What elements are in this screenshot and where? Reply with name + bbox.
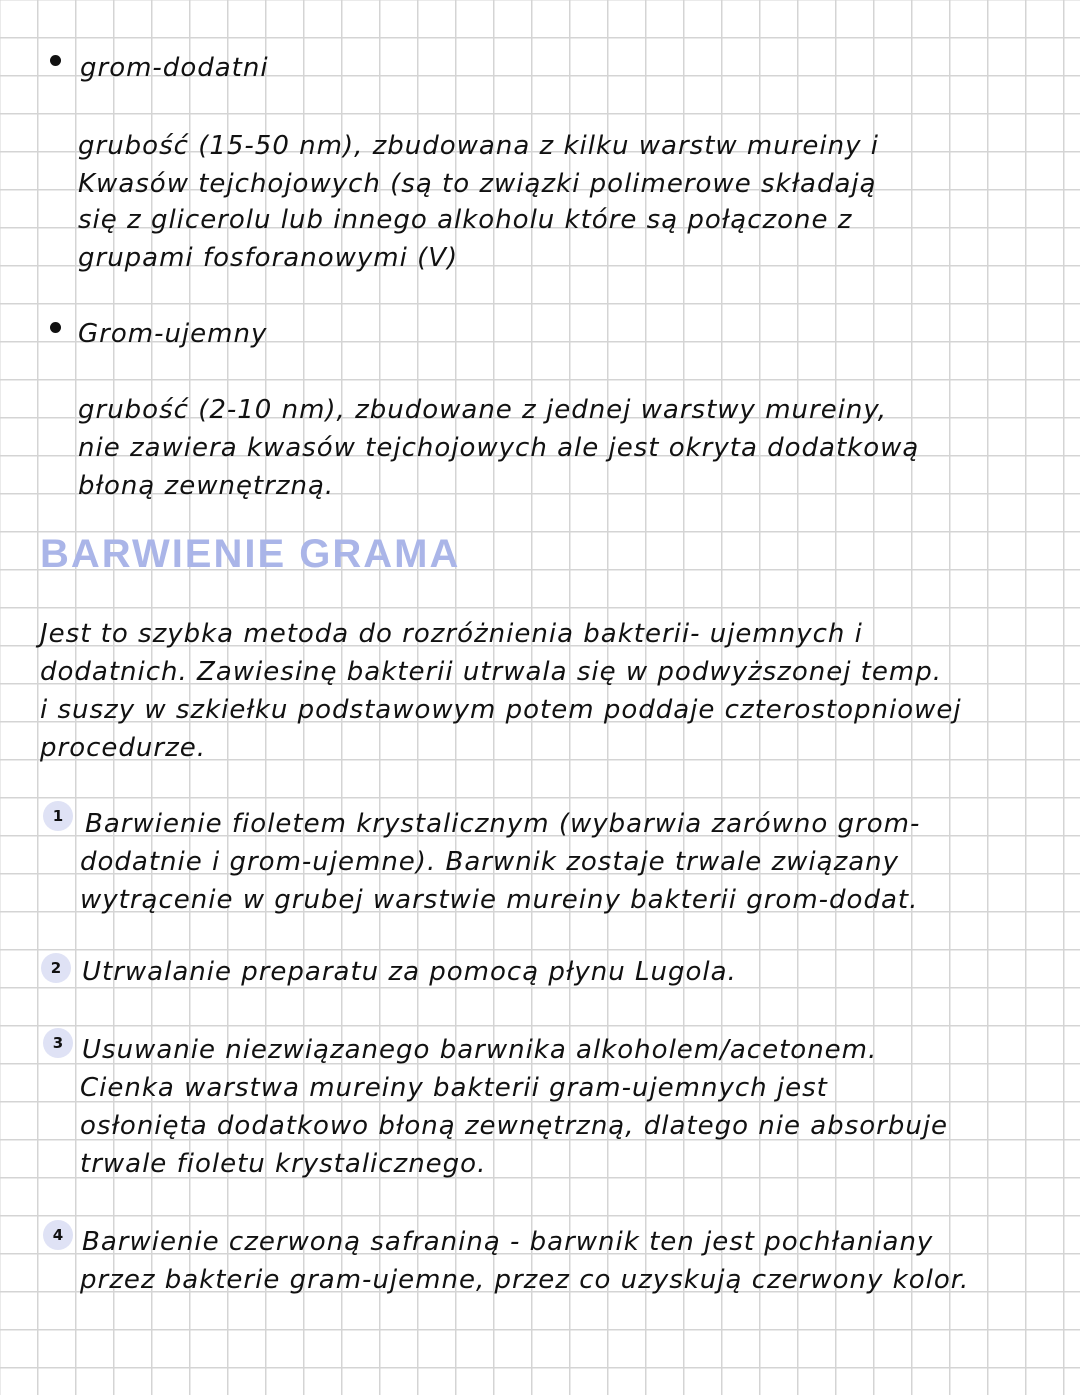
step-line: dodatnie i grom-ujemne). Barwnik zostaje trwale związany <box>80 847 900 877</box>
step-line: Utrwalanie preparatu za pomocą płynu Lugola. <box>82 957 737 987</box>
step-line: Barwienie czerwoną safraniną - barwnik ten jest pochłaniany <box>82 1227 934 1257</box>
step-number-badge: 1 <box>43 801 73 831</box>
step-number-badge: 3 <box>43 1028 73 1058</box>
bullet-title-gram-negative: Grom-ujemny <box>78 319 268 349</box>
paragraph-line: grupami fosforanowymi (V) <box>78 243 459 273</box>
step-line: Barwienie fioletem krystalicznym (wybarwia zarówno grom- <box>85 809 921 839</box>
step-line: trwale fioletu krystalicznego. <box>80 1149 487 1179</box>
paragraph-line: się z glicerolu lub innego alkoholu które są połączone z <box>78 205 853 235</box>
intro-line: Jest to szybka metoda do rozróżnienia bakterii- ujemnych i <box>40 619 863 649</box>
step-line: osłonięta dodatkowo błoną zewnętrzną, dlatego nie absorbuje <box>80 1111 949 1141</box>
paragraph-line: błoną zewnętrzną. <box>78 471 335 501</box>
paragraph-line: nie zawiera kwasów tejchojowych ale jest okryta dodatkową <box>78 433 920 463</box>
bullet-icon <box>50 55 61 66</box>
step-line: wytrącenie w grubej warstwie mureiny bakterii grom-dodat. <box>80 885 919 915</box>
step-number-badge: 2 <box>41 953 71 983</box>
step-line: Usuwanie niezwiązanego barwnika alkoholem/acetonem. <box>82 1035 878 1065</box>
intro-line: i suszy w szkiełku podstawowym potem poddaje czterostopniowej <box>40 695 962 725</box>
bullet-icon <box>50 322 61 333</box>
intro-line: procedurze. <box>40 733 206 763</box>
step-line: przez bakterie gram-ujemne, przez co uzyskują czerwony kolor. <box>80 1265 970 1295</box>
bullet-title-gram-positive: grom-dodatni <box>80 53 269 83</box>
paragraph-line: grubość (15-50 nm), zbudowana z kilku warstw mureiny i <box>78 131 879 161</box>
section-heading: BARWIENIE GRAMA <box>40 532 461 576</box>
step-line: Cienka warstwa mureiny bakterii gram-ujemnych jest <box>80 1073 828 1103</box>
paragraph-line: grubość (2-10 nm), zbudowane z jednej warstwy mureiny, <box>78 395 888 425</box>
paragraph-line: Kwasów tejchojowych (są to związki polimerowe składają <box>78 169 877 199</box>
step-number-badge: 4 <box>43 1220 73 1250</box>
intro-line: dodatnich. Zawiesinę bakterii utrwala się w podwyższonej temp. <box>40 657 942 687</box>
